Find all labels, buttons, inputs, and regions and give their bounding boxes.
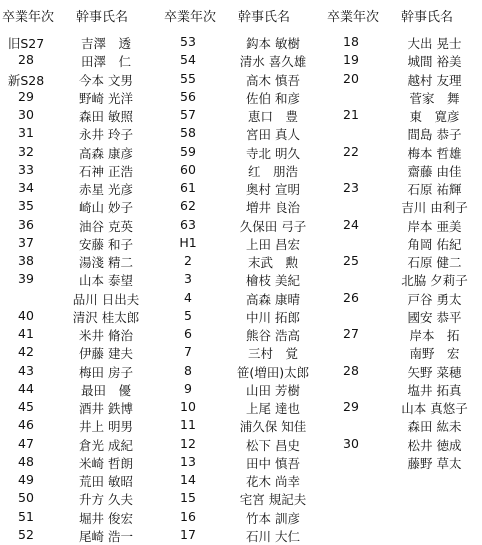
- table-row: [325, 289, 482, 307]
- table-row: [162, 161, 322, 179]
- table-row: [0, 453, 150, 471]
- graduation-year: 旧S27: [7, 36, 45, 51]
- table-row: [325, 106, 482, 124]
- table-row: [162, 106, 322, 124]
- table-row: [162, 343, 322, 361]
- table-row: [162, 270, 322, 288]
- table-row: [0, 179, 150, 197]
- table-row: [0, 325, 150, 343]
- column-header: [0, 0, 150, 26]
- graduation-year: 46: [18, 417, 34, 433]
- secretary-name: 高木 慎吾: [246, 72, 300, 88]
- graduation-year: 21: [343, 107, 359, 122]
- table-row: [0, 398, 150, 416]
- table-row: [0, 416, 150, 434]
- graduation-year: 10: [180, 399, 196, 414]
- secretary-name: 尾崎 浩一: [79, 528, 133, 544]
- table-row: [325, 197, 482, 215]
- secretary-name: 安藤 和子: [79, 236, 133, 252]
- table-row: [325, 380, 482, 398]
- graduation-year: 55: [180, 70, 196, 86]
- table-row: [0, 51, 150, 69]
- graduation-year: 56: [180, 88, 196, 104]
- secretary-name: 米崎 哲朗: [79, 455, 133, 471]
- name-header: 幹事氏名: [76, 10, 129, 25]
- graduation-year: 44: [18, 380, 34, 396]
- secretary-name: 伊藤 建夫: [79, 346, 133, 362]
- table-row: [162, 489, 322, 507]
- table-row: [325, 435, 482, 453]
- graduation-year: 34: [18, 180, 34, 195]
- graduation-year: 6: [184, 326, 192, 341]
- graduation-year: 15: [180, 490, 196, 506]
- secretary-name: 中川 拓郎: [246, 309, 300, 325]
- secretary-name: 南野 宏: [409, 346, 460, 362]
- secretary-name: 松下 昌史: [246, 437, 300, 453]
- table-row: [162, 197, 322, 215]
- secretary-name: 田中 慎吾: [246, 455, 300, 471]
- graduation-year: 41: [18, 326, 34, 341]
- graduation-year: 47: [18, 435, 34, 451]
- graduation-year: 31: [18, 125, 34, 141]
- secretary-name: 花木 尚幸: [246, 474, 300, 489]
- graduation-year: 18: [343, 34, 359, 49]
- table-row: [162, 508, 322, 526]
- table-row: [0, 216, 150, 234]
- graduation-year: 25: [343, 253, 359, 268]
- secretary-name: 浦久保 知佳: [239, 419, 307, 435]
- graduation-year: 60: [180, 161, 196, 177]
- graduation-year: 14: [180, 472, 196, 487]
- graduation-year: 20: [343, 70, 359, 86]
- secretary-name: 三村 覚: [247, 346, 298, 362]
- secretary-name: 上田 昌宏: [246, 236, 300, 252]
- graduation-year: 27: [343, 326, 359, 341]
- table-row: [325, 252, 482, 270]
- graduation-year: 7: [184, 344, 192, 360]
- table-row: [162, 70, 322, 88]
- graduation-year: 48: [18, 453, 34, 469]
- graduation-year: 38: [18, 253, 34, 268]
- graduation-year: 57: [180, 107, 196, 122]
- year-header: 卒業年次: [164, 10, 217, 25]
- secretary-name: 角岡 佑紀: [407, 236, 462, 252]
- table-row: [0, 307, 150, 325]
- column-rows: [325, 33, 482, 471]
- table-row: [325, 343, 482, 361]
- graduation-year: 36: [18, 216, 34, 232]
- secretary-name: 红 朋浩: [247, 163, 298, 179]
- secretary-name: 高森 康晴: [246, 291, 300, 307]
- table-row: [0, 252, 150, 270]
- table-row: [325, 398, 482, 416]
- secretary-name: 松井 徳成: [407, 437, 462, 453]
- secretary-name: 笹(増田)太郎: [236, 364, 310, 380]
- secretary-name: 末武 勲: [247, 255, 298, 270]
- secretary-name: 岸本 亜美: [407, 218, 462, 234]
- graduation-year: 54: [180, 52, 196, 68]
- secretary-name: 清水 喜久雄: [239, 54, 307, 70]
- secretary-name: 酒井 鉄博: [79, 401, 133, 416]
- table-row: [325, 179, 482, 197]
- table-column: [325, 0, 482, 471]
- graduation-year: 28: [343, 362, 359, 378]
- secretary-name: 野崎 光洋: [79, 90, 133, 106]
- table-row: [162, 526, 322, 544]
- graduation-year: 58: [180, 125, 196, 141]
- table-row: [0, 124, 150, 142]
- table-row: [0, 70, 150, 88]
- secretary-name: 菅家 舞: [409, 90, 460, 106]
- table-row: [325, 234, 482, 252]
- table-row: [325, 270, 482, 288]
- table-row: [0, 33, 150, 51]
- table-row: [0, 289, 150, 307]
- secretary-name: 塩井 拓真: [407, 382, 462, 398]
- secretary-name: 最田 優: [80, 382, 131, 398]
- secretary-name: 升方 久夫: [79, 492, 133, 508]
- graduation-year: 26: [343, 289, 359, 305]
- secretary-name: 米井 脩治: [79, 328, 133, 343]
- graduation-year: 40: [18, 307, 34, 323]
- name-header: 幹事氏名: [401, 10, 454, 25]
- table-row: [0, 435, 150, 453]
- table-row: [162, 453, 322, 471]
- secretary-name: 石原 祐輝: [407, 182, 462, 197]
- secretary-name: 北脇 夕莉子: [401, 273, 468, 289]
- secretary-name: 久保田 弓子: [239, 218, 307, 234]
- graduation-year: 9: [184, 380, 192, 396]
- table-row: [0, 234, 150, 252]
- graduation-year: 新S28: [7, 72, 45, 88]
- secretary-name: 石原 健二: [407, 255, 462, 270]
- secretary-name: 藤野 草太: [407, 455, 462, 471]
- graduation-year: 5: [184, 307, 192, 323]
- table-row: [0, 143, 150, 161]
- secretary-name: 山田 芳樹: [246, 382, 300, 398]
- column-header: [162, 0, 322, 26]
- graduation-year: 4: [184, 289, 192, 305]
- graduation-year: 29: [18, 88, 34, 104]
- secretary-name: 荒田 敏昭: [79, 474, 133, 489]
- table-row: [0, 88, 150, 106]
- table-row: [162, 143, 322, 161]
- secretary-name: 森田 紘未: [407, 419, 462, 435]
- table-row: [162, 435, 322, 453]
- table-row: [325, 453, 482, 471]
- secretary-name: 越村 友理: [407, 72, 462, 88]
- table-column: [0, 0, 150, 544]
- graduation-year: 33: [18, 161, 34, 177]
- graduation-year: 52: [18, 526, 34, 542]
- table-row: [162, 307, 322, 325]
- secretary-name: 崎山 妙子: [79, 200, 133, 216]
- secretary-name: 寺北 明久: [246, 145, 300, 161]
- secretary-name: 吉澤 透: [80, 36, 131, 51]
- table-row: [0, 270, 150, 288]
- year-header: 卒業年次: [327, 10, 380, 25]
- graduation-year: 30: [18, 107, 34, 122]
- graduation-year: 30: [343, 435, 359, 451]
- graduation-year: 42: [18, 344, 34, 360]
- graduation-year: 32: [18, 143, 34, 159]
- graduation-year: 63: [180, 216, 196, 232]
- secretary-name: 熊谷 浩高: [246, 328, 300, 343]
- secretary-name: 城間 裕美: [407, 54, 462, 70]
- secretary-name: 田澤 仁: [80, 54, 131, 70]
- secretary-name: 高森 康彦: [79, 145, 133, 161]
- graduation-year: 49: [18, 472, 34, 487]
- secretary-name: 森田 敏照: [79, 109, 133, 124]
- secretary-name: 鈎本 敏樹: [246, 36, 300, 51]
- table-row: [162, 416, 322, 434]
- secretary-name: 竹本 訓彦: [246, 510, 300, 526]
- secretary-name: 岸本 拓: [409, 328, 460, 343]
- table-row: [0, 197, 150, 215]
- secretary-name: 東 寛彦: [409, 109, 460, 124]
- secretary-name: 大出 晃士: [407, 36, 462, 51]
- table-row: [162, 51, 322, 69]
- graduation-year: 45: [18, 399, 34, 414]
- table-row: [162, 33, 322, 51]
- graduation-year: 19: [343, 52, 359, 68]
- graduation-year: 61: [180, 180, 196, 195]
- graduation-year: 50: [18, 490, 34, 506]
- table-row: [325, 362, 482, 380]
- table-row: [0, 106, 150, 124]
- table-row: [162, 398, 322, 416]
- graduation-year: 11: [180, 417, 196, 433]
- table-row: [162, 234, 322, 252]
- table-row: [0, 343, 150, 361]
- table-row: [325, 325, 482, 343]
- table-row: [0, 161, 150, 179]
- table-row: [162, 252, 322, 270]
- graduation-year: 28: [18, 52, 34, 68]
- graduation-year: 16: [180, 508, 196, 524]
- column-rows: [0, 33, 150, 544]
- column-rows: [162, 33, 322, 544]
- table-row: [325, 161, 482, 179]
- table-row: [162, 216, 322, 234]
- table-row: [162, 325, 322, 343]
- graduation-year: 17: [180, 526, 196, 542]
- secretary-name: 吉川 由利子: [401, 200, 468, 216]
- secretary-name: 宮田 真人: [246, 127, 300, 143]
- secretary-name: 赤星 光彦: [79, 182, 133, 197]
- secretary-name: 山本 真悠子: [401, 401, 468, 416]
- secretary-name: 梅田 房子: [79, 364, 133, 380]
- secretary-name: 宅宮 規記夫: [239, 492, 307, 508]
- table-row: [162, 88, 322, 106]
- graduation-year: 62: [180, 198, 196, 214]
- secretary-name: 石神 正浩: [79, 163, 133, 179]
- secretary-name: 石川 大仁: [246, 528, 300, 544]
- secretary-name: 間島 恭子: [407, 127, 462, 143]
- table-row: [0, 508, 150, 526]
- graduation-year: 51: [18, 508, 34, 524]
- graduation-year: 35: [18, 198, 34, 214]
- table-row: [325, 416, 482, 434]
- secretary-name: 湯淺 精二: [79, 255, 133, 270]
- graduation-year: 39: [18, 271, 34, 287]
- table-row: [162, 124, 322, 142]
- table-row: [325, 33, 482, 51]
- graduation-year: 2: [184, 253, 192, 268]
- secretary-name: 増井 良治: [246, 200, 300, 216]
- graduation-year: 12: [180, 435, 196, 451]
- table-row: [325, 124, 482, 142]
- secretary-name: 佐伯 和彦: [246, 90, 300, 106]
- table-row: [325, 143, 482, 161]
- table-row: [162, 179, 322, 197]
- secretary-name: 今本 文男: [79, 72, 133, 88]
- graduation-year: 53: [180, 34, 196, 49]
- table-row: [325, 307, 482, 325]
- secretary-name: 清沢 桂太郎: [72, 309, 140, 325]
- graduation-year: 24: [343, 216, 359, 232]
- name-header: 幹事氏名: [238, 10, 291, 25]
- table-row: [0, 471, 150, 489]
- secretary-name: 齋藤 由佳: [407, 163, 462, 179]
- secretary-name: 油谷 克英: [79, 218, 133, 234]
- table-row: [325, 88, 482, 106]
- secretary-name: 山本 泰望: [79, 273, 133, 289]
- graduation-year: 8: [184, 362, 192, 378]
- secretary-name: 堀井 俊宏: [79, 510, 133, 526]
- secretary-name: 品川 日出夫: [72, 291, 140, 307]
- secretary-name: 梅本 哲雄: [407, 145, 462, 161]
- secretary-name: 國安 恭平: [407, 309, 462, 325]
- graduation-year: 43: [18, 362, 34, 378]
- graduation-year: 59: [180, 143, 196, 159]
- table-row: [0, 362, 150, 380]
- column-header: [325, 0, 482, 26]
- table-row: [162, 471, 322, 489]
- table-row: [162, 362, 322, 380]
- table-column: [162, 0, 322, 544]
- year-header: 卒業年次: [2, 10, 55, 25]
- secretary-name: 檜枝 美紀: [246, 273, 300, 289]
- secretary-name: 戸谷 勇太: [407, 291, 462, 307]
- table-row: [0, 526, 150, 544]
- secretary-name: 上尾 達也: [246, 401, 300, 416]
- secretary-name: 永井 玲子: [79, 127, 133, 143]
- graduation-year: 37: [18, 234, 34, 250]
- secretary-name: 奥村 宣明: [246, 182, 300, 197]
- graduation-year: 22: [343, 143, 359, 159]
- secretary-name: 矢野 菜穂: [407, 364, 462, 380]
- table-row: [162, 380, 322, 398]
- graduation-year: 13: [180, 453, 196, 469]
- table-row: [325, 51, 482, 69]
- secretary-name: 倉光 成紀: [79, 437, 133, 453]
- table-row: [325, 216, 482, 234]
- table-row: [0, 489, 150, 507]
- graduation-year: 3: [184, 271, 192, 287]
- graduation-year: H1: [179, 234, 197, 250]
- secretary-name: 井上 明男: [79, 419, 133, 435]
- secretary-name: 恵口 豊: [247, 109, 298, 124]
- table-row: [325, 70, 482, 88]
- graduation-year: 29: [343, 399, 359, 414]
- graduation-year: 23: [343, 180, 359, 195]
- table-row: [0, 380, 150, 398]
- table-row: [162, 289, 322, 307]
